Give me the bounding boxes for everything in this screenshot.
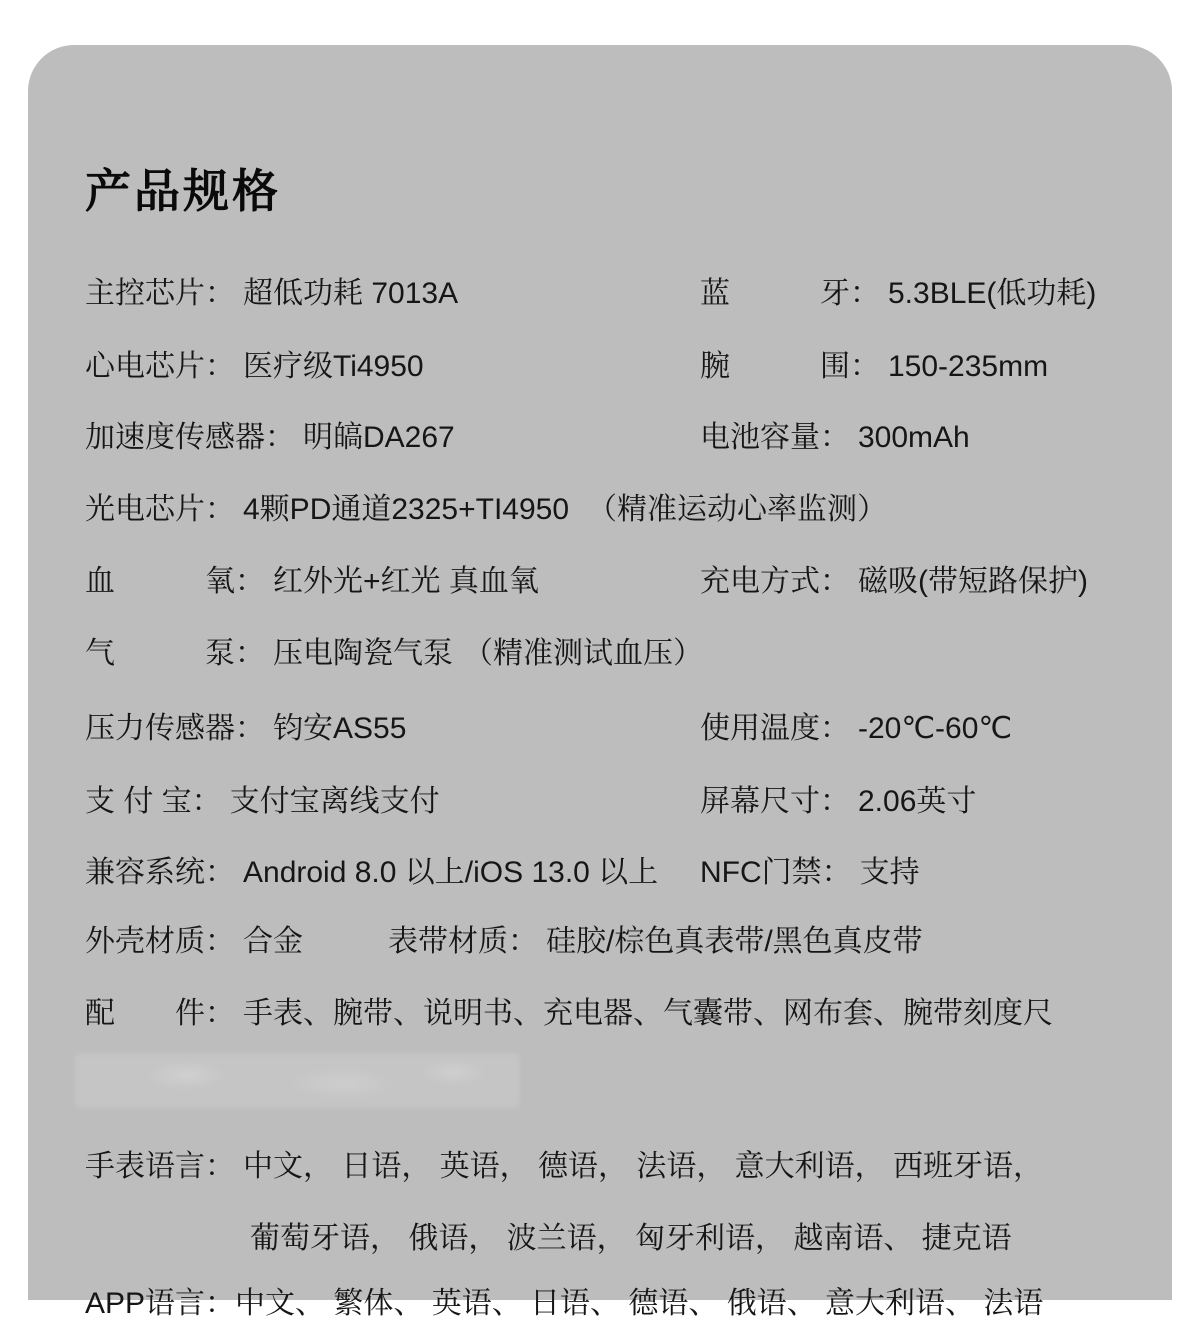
spec-label: 支 付 宝：	[85, 785, 222, 818]
watermark-block	[75, 1053, 520, 1108]
spec-cell	[85, 712, 406, 747]
spec-label: 光电芯片：	[85, 493, 235, 526]
spec-cell	[85, 350, 424, 385]
spec-note: （精准运动心率监测）	[587, 493, 888, 526]
spec-value: 300mAh	[858, 421, 970, 454]
spec-label: 气 泵：	[85, 637, 265, 670]
spec-cell	[85, 421, 455, 456]
spec-value: 支持	[859, 856, 920, 889]
spec-value: 医疗级Ti4950	[243, 350, 424, 383]
spec-label: 血 氧：	[85, 565, 265, 598]
spec-value: 明皜DA267	[303, 421, 455, 454]
spec-label: 腕 围：	[700, 350, 880, 383]
spec-cell	[85, 925, 303, 960]
spec-label: NFC门禁：	[700, 856, 852, 889]
spec-label: 兼容系统：	[85, 856, 235, 889]
spec-cell	[700, 277, 1096, 312]
spec-label: 外壳材质：	[85, 925, 235, 958]
spec-cell	[85, 565, 539, 600]
spec-value: 支付宝离线支付	[229, 785, 440, 818]
page-title: 产品规格	[85, 165, 281, 217]
spec-note: （精准测试血压）	[463, 637, 703, 670]
spec-cell	[85, 1150, 1043, 1185]
spec-label: 充电方式：	[700, 565, 850, 598]
spec-cell	[85, 997, 1053, 1032]
spec-cell	[85, 277, 458, 312]
spec-value: Android 8.0 以上/iOS 13.0 以上	[243, 856, 659, 889]
spec-card	[28, 45, 1172, 1320]
spec-label: 手表语言：	[85, 1150, 235, 1183]
spec-cell	[388, 925, 923, 960]
spec-label: 表带材质：	[388, 925, 538, 958]
spec-value: 4颗PD通道2325+TI4950	[243, 493, 570, 526]
spec-cell	[700, 565, 1088, 600]
spec-value: 红外光+红光 真血氧	[273, 565, 539, 598]
spec-cell	[85, 493, 887, 528]
spec-label: 屏幕尺寸：	[700, 785, 850, 818]
spec-cell	[700, 785, 976, 820]
spec-cell	[700, 350, 1048, 385]
spec-value: 5.3BLE(低功耗)	[888, 277, 1097, 310]
language-list: 葡萄牙语， 俄语， 波兰语， 匈牙利语， 越南语、 捷克语	[250, 1222, 1012, 1255]
spec-label: 主控芯片：	[85, 277, 235, 310]
spec-value: -20℃-60℃	[858, 712, 1013, 745]
spec-cell	[700, 421, 970, 456]
spec-value: 硅胶/棕色真表带/黑色真皮带	[546, 925, 923, 958]
spec-label: 心电芯片：	[85, 350, 235, 383]
spec-cell	[700, 856, 920, 891]
spec-value: 150-235mm	[888, 350, 1049, 383]
language-list: 中文， 日语， 英语， 德语， 法语， 意大利语， 西班牙语，	[243, 1150, 1044, 1183]
spec-cell	[85, 637, 703, 672]
language-list: APP语言：中文、 繁体、 英语、 日语、 德语、 俄语、 意大利语、 法语	[85, 1287, 1044, 1320]
spec-cell	[700, 712, 1012, 747]
spec-value: 合金	[243, 925, 303, 958]
spec-label: 蓝 牙：	[700, 277, 880, 310]
spec-value: 磁吸(带短路保护)	[858, 565, 1088, 598]
spec-label: 电池容量：	[700, 421, 850, 454]
spec-label: 加速度传感器：	[85, 421, 295, 454]
spec-value: 手表、腕带、说明书、充电器、气囊带、网布套、腕带刻度尺	[243, 997, 1053, 1030]
spec-cell	[85, 856, 658, 891]
spec-value: 压电陶瓷气泵	[273, 637, 453, 670]
spec-value: 钧安AS55	[273, 712, 407, 745]
spec-label: 配 件：	[85, 997, 235, 1030]
spec-value: 2.06英寸	[858, 785, 977, 818]
spec-cell	[85, 785, 440, 820]
spec-label: 使用温度：	[700, 712, 850, 745]
spec-value: 超低功耗 7013A	[243, 277, 459, 310]
spec-label: 压力传感器：	[85, 712, 265, 745]
